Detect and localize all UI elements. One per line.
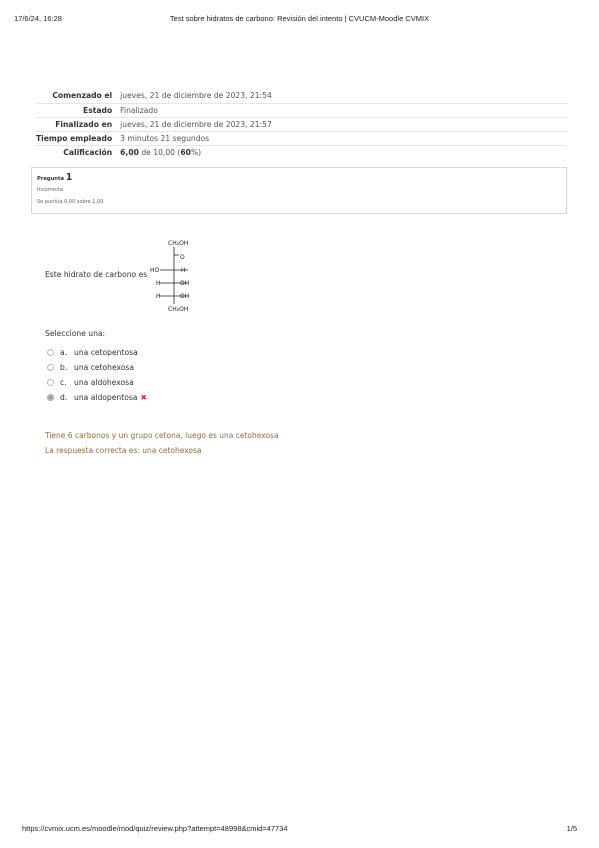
summary-value <box>118 145 567 159</box>
print-header <box>14 14 585 28</box>
structure-c5-left: H <box>156 293 161 300</box>
structure-top: CH₂OH <box>168 240 189 247</box>
summary-value: Finalizado <box>118 103 567 117</box>
question-number-value: 1 <box>65 172 73 183</box>
page-url: https://cvmix.ucm.es/moodle/mod/quiz/review.php?attempt=48998&cmid=47734 <box>22 824 288 833</box>
summary-label: Comenzado el <box>52 91 113 101</box>
structure-c4-left: H <box>156 280 161 287</box>
feedback-area <box>45 431 279 461</box>
structure-c5-right: OH <box>180 293 190 300</box>
structure-bottom: CH₂OH <box>168 306 189 313</box>
question-text: Este hidrato de carbono es <box>45 270 148 279</box>
radio-button[interactable] <box>47 364 54 371</box>
summary-value: jueves, 21 de diciembre de 2023, 21:57 <box>118 117 567 131</box>
answer-option-d[interactable] <box>47 390 147 405</box>
option-letter: a. <box>60 348 68 357</box>
answer-prompt: Seleccione una: <box>45 329 106 338</box>
question-info-box <box>31 167 567 214</box>
summary-value: jueves, 21 de diciembre de 2023, 21:54 <box>120 91 272 101</box>
question-number <box>37 173 561 184</box>
option-letter: c. <box>60 378 67 387</box>
option-text: una aldopentosa <box>74 393 138 402</box>
print-page-title: Test sobre hidratos de carbono: Revisión del intento | CVUCM-Moodle CVMIX <box>169 14 430 23</box>
question-label: Pregunta <box>37 176 64 182</box>
summary-row-started <box>36 89 567 103</box>
summary-label: Calificación <box>36 145 118 159</box>
summary-row-grade <box>36 145 567 159</box>
summary-value: 3 minutos 21 segundos <box>118 131 567 145</box>
structure-c3-right: H <box>181 267 186 274</box>
structure-c4-right: OH <box>180 280 190 287</box>
grade-suffix: %) <box>190 147 202 157</box>
option-letter: d. <box>60 393 68 402</box>
grade-out-of: de 10,00 ( <box>141 147 181 157</box>
option-text: una aldohexosa <box>74 378 134 387</box>
attempt-summary-table <box>36 89 567 159</box>
answer-options <box>47 345 147 405</box>
option-text: una cetohexosa <box>74 363 135 372</box>
answer-option-b[interactable] <box>47 360 147 375</box>
grade-score: 6,00 <box>120 147 139 157</box>
summary-label: Finalizado en <box>36 117 118 131</box>
correct-answer-feedback: La respuesta correcta es: una cetohexosa <box>45 446 202 455</box>
page-number: 1/5 <box>566 824 577 833</box>
structure-c3-left: HO <box>150 267 160 274</box>
answer-option-a[interactable] <box>47 345 147 360</box>
print-date: 17/6/24, 16:28 <box>14 14 62 23</box>
answer-option-c[interactable] <box>47 375 147 390</box>
specific-feedback: Tiene 6 carbonos y un grupo cetona, luego es una cetohexosa <box>45 431 279 440</box>
summary-row-finished <box>36 117 567 131</box>
print-footer <box>22 824 577 834</box>
radio-button-selected[interactable] <box>47 394 54 401</box>
option-letter: b. <box>60 363 68 372</box>
radio-button[interactable] <box>47 349 54 356</box>
question-grade: Se puntúa 0,00 sobre 1,00 <box>37 199 104 205</box>
summary-row-state <box>36 103 567 117</box>
summary-label: Estado <box>36 103 118 117</box>
option-text: una cetopentosa <box>74 348 138 357</box>
summary-row-time-taken <box>36 131 567 145</box>
question-state: Incorrecta <box>37 187 64 193</box>
summary-label: Tiempo empleado <box>36 131 118 145</box>
grade-percent: 60 <box>180 147 191 157</box>
structure-c2: O <box>180 254 185 261</box>
radio-button[interactable] <box>47 379 54 386</box>
fischer-projection-image <box>146 238 194 314</box>
incorrect-cross-icon: ✖ <box>140 393 147 402</box>
